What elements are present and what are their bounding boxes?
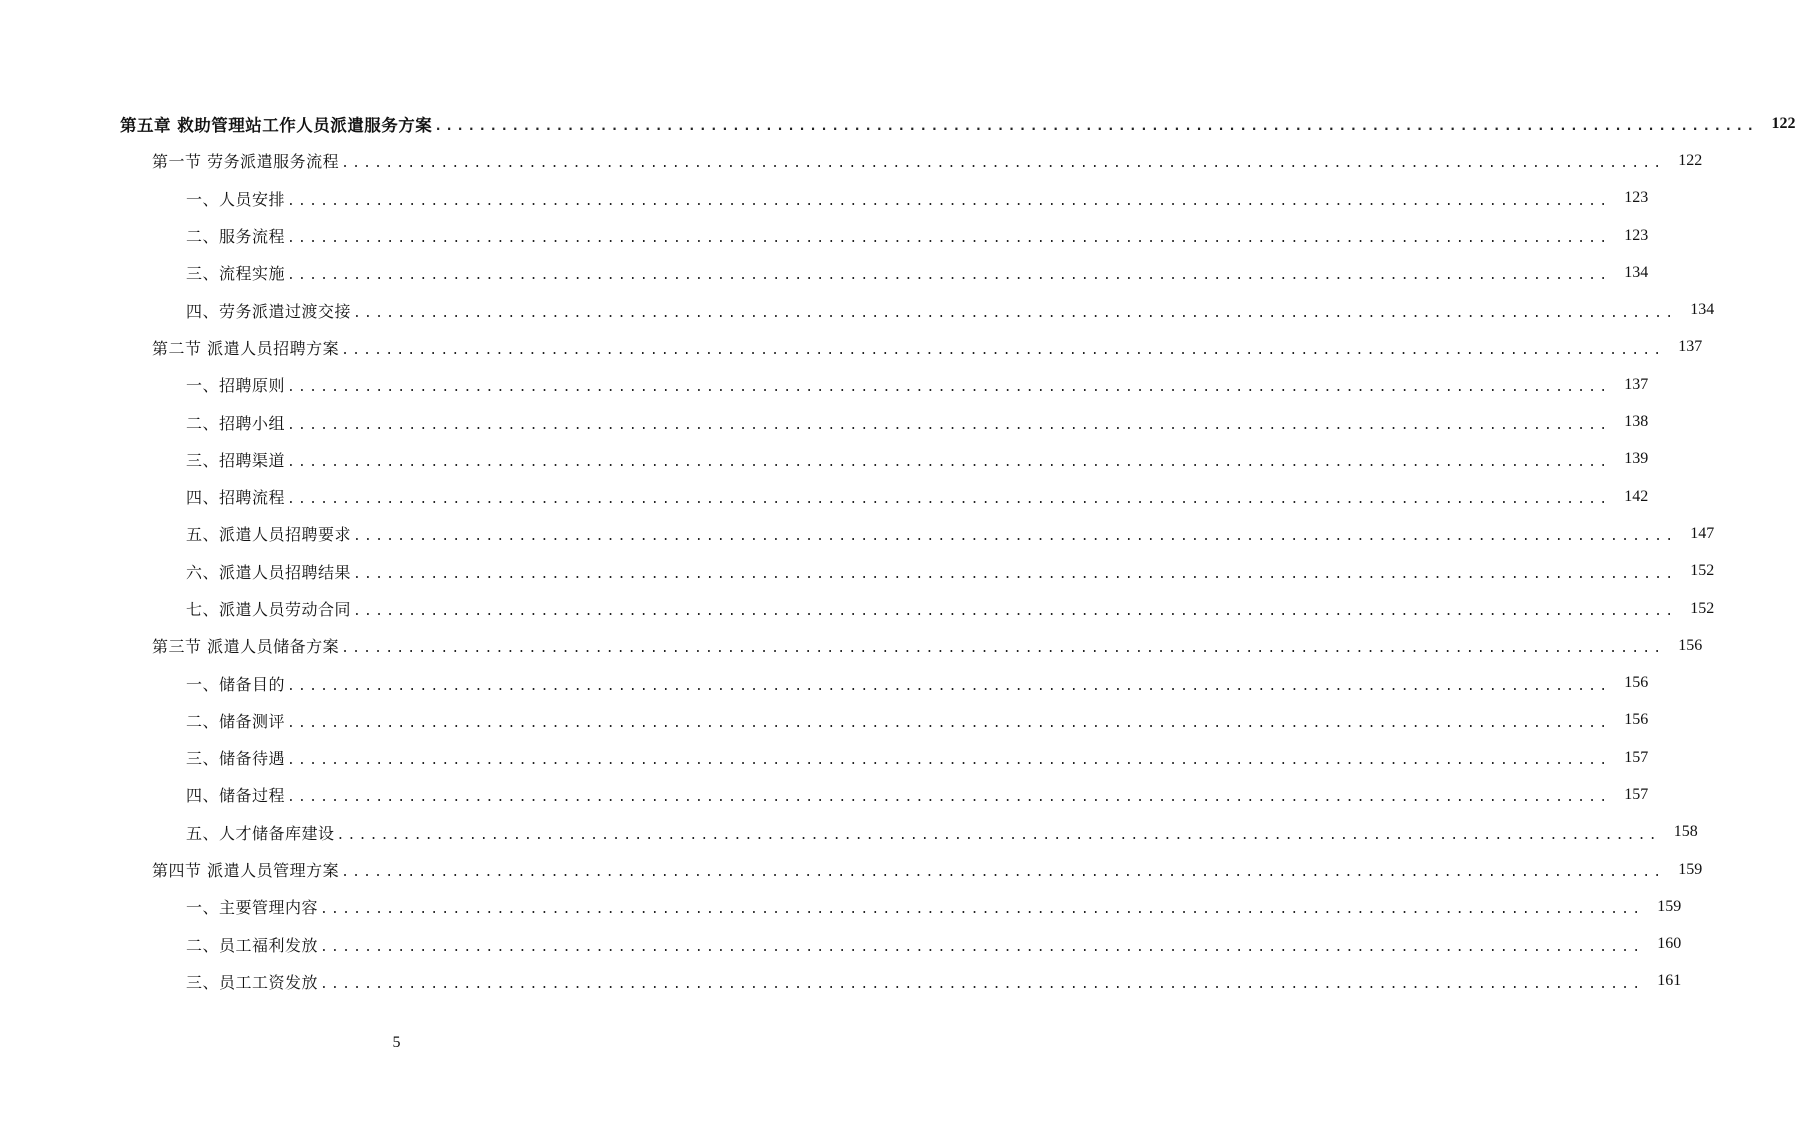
toc-entry-page-number: 161 (1657, 972, 1682, 990)
toc-subsection-entry[interactable] (0, 254, 1649, 291)
toc-entry-page-number: 122 (1771, 114, 1795, 132)
toc-entry-title: 二、员工福利发放 (186, 935, 319, 955)
toc-chapter-entry[interactable] (0, 105, 1795, 142)
toc-subsection-entry[interactable] (0, 664, 1649, 701)
toc-entry-title: 一、主要管理内容 (186, 898, 319, 918)
toc-entry-title: 四、招聘流程 (186, 488, 286, 508)
toc-entry-title: 六、派遣人员招聘结果 (186, 562, 352, 582)
toc-entry-title: 七、派遣人员劳动合同 (186, 600, 352, 619)
toc-subsection-entry[interactable] (0, 441, 1649, 478)
toc-section-entry[interactable] (0, 627, 1703, 664)
toc-dot-leader: ........................................................................................................................ (341, 342, 1665, 358)
toc-dot-leader: ........................................................................................................................ (287, 454, 1611, 470)
toc-subsection-entry[interactable] (0, 926, 1682, 963)
toc-entry-title: 三、招聘渠道 (186, 450, 286, 470)
toc-entry-page-number: 157 (1624, 748, 1649, 766)
toc-entry-title: 二、储备测评 (186, 711, 286, 731)
toc-entry-title: 第五章 救助管理站工作人员派遣服务方案 (120, 115, 433, 135)
toc-entry-page-number: 123 (1624, 189, 1649, 207)
toc-section-entry[interactable] (0, 329, 1703, 366)
toc-subsection-entry[interactable] (0, 553, 1715, 590)
toc-dot-leader: ........................................................................................................................ (336, 827, 1660, 843)
toc-entry-page-number: 142 (1624, 487, 1649, 505)
toc-section-entry[interactable] (0, 142, 1703, 179)
toc-entry-title: 第四节 派遣人员管理方案 (152, 861, 340, 881)
toc-dot-leader: ........................................................................................................................ (287, 380, 1611, 396)
toc-dot-leader: ........................................................................................................................ (353, 305, 1677, 321)
toc-subsection-entry[interactable] (0, 739, 1649, 776)
toc-dot-leader: ........................................................................................................................ (353, 566, 1677, 582)
toc-entry-page-number: 157 (1624, 785, 1649, 803)
toc-subsection-entry[interactable] (0, 888, 1682, 925)
toc-dot-leader: ........................................................................................................................ (287, 268, 1611, 284)
toc-subsection-entry[interactable] (0, 814, 1698, 851)
toc-section-entry[interactable] (0, 851, 1703, 888)
toc-dot-leader: ........................................................................................................................ (320, 939, 1644, 955)
toc-entry-page-number: 138 (1624, 413, 1649, 431)
toc-subsection-entry[interactable] (0, 366, 1649, 403)
toc-entry-title: 第一节 劳务派遣服务流程 (152, 152, 340, 172)
toc-dot-leader: ........................................................................................................................ (341, 865, 1665, 881)
toc-subsection-entry[interactable] (0, 963, 1682, 1000)
toc-dot-leader: ........................................................................................................................ (287, 678, 1611, 694)
toc-entry-title: 第二节 派遣人员招聘方案 (152, 338, 340, 358)
toc-subsection-entry[interactable] (0, 478, 1649, 515)
toc-entry-page-number: 139 (1624, 450, 1649, 468)
toc-dot-leader: ........................................................................................................................ (287, 492, 1611, 508)
toc-dot-leader: ........................................................................................................................ (287, 753, 1611, 769)
toc-dot-leader: ........................................................................................................................ (353, 604, 1677, 619)
toc-dot-leader: ........................................................................................................................ (320, 976, 1644, 992)
toc-entry-page-number: 123 (1624, 226, 1649, 244)
toc-entry-title: 四、储备过程 (186, 786, 286, 806)
toc-dot-leader: ........................................................................................................................ (287, 231, 1611, 247)
toc-subsection-entry[interactable] (0, 291, 1715, 328)
toc-entry-title: 第三节 派遣人员储备方案 (152, 637, 340, 657)
toc-subsection-entry[interactable] (0, 590, 1715, 627)
toc-entry-title: 一、储备目的 (186, 674, 286, 694)
toc-entry-title: 一、招聘原则 (186, 376, 286, 396)
toc-entry-page-number: 137 (1678, 338, 1703, 356)
toc-entry-title: 四、劳务派遣过渡交接 (186, 301, 352, 321)
toc-entry-page-number: 156 (1624, 711, 1649, 729)
toc-dot-leader: ........................................................................................................................ (353, 529, 1677, 545)
toc-subsection-entry[interactable] (0, 702, 1649, 739)
toc-entry-page-number: 152 (1690, 599, 1715, 617)
toc-entry-title: 二、招聘小组 (186, 413, 286, 433)
toc-entry-page-number: 156 (1624, 674, 1649, 692)
toc-dot-leader: ........................................................................................................................ (341, 156, 1665, 172)
toc-dot-leader: ........................................................................................................................ (320, 902, 1644, 918)
toc-entry-page-number: 156 (1678, 636, 1703, 654)
toc-entry-page-number: 147 (1690, 524, 1715, 542)
toc-entry-title: 五、人才储备库建设 (186, 823, 335, 843)
toc-subsection-entry[interactable] (0, 776, 1649, 813)
toc-entry-page-number: 159 (1657, 897, 1682, 915)
toc-subsection-entry[interactable] (0, 403, 1649, 440)
toc-entry-title: 三、员工工资发放 (186, 972, 319, 992)
toc-entry-page-number: 158 (1673, 823, 1698, 841)
toc-dot-leader: ........................................................................................................................ (341, 641, 1665, 657)
toc-entry-page-number: 152 (1690, 562, 1715, 580)
toc-entry-page-number: 122 (1678, 151, 1703, 169)
toc-subsection-entry[interactable] (0, 217, 1649, 254)
toc-entry-page-number: 134 (1690, 301, 1715, 319)
toc-entry-page-number: 159 (1678, 860, 1703, 878)
toc-entry-title: 三、流程实施 (186, 264, 286, 284)
toc-dot-leader: ........................................................................................................................ (287, 715, 1611, 731)
toc-entry-page-number: 134 (1624, 263, 1649, 281)
toc-entry-title: 五、派遣人员招聘要求 (186, 525, 352, 545)
toc-dot-leader: ........................................................................................................................ (287, 790, 1611, 806)
toc-entry-title: 三、储备待遇 (186, 749, 286, 769)
toc-entry-title: 一、人员安排 (186, 189, 286, 209)
toc-entry-page-number: 160 (1657, 935, 1682, 953)
toc-dot-leader: ........................................................................................................................ (434, 119, 1758, 135)
page-number: 5 (392, 1034, 401, 1051)
toc-dot-leader: ........................................................................................................................ (287, 417, 1611, 433)
toc-subsection-entry[interactable] (0, 180, 1649, 217)
toc-subsection-entry[interactable] (0, 515, 1715, 552)
toc-entry-title: 二、服务流程 (186, 227, 286, 247)
toc-entry-page-number: 137 (1624, 375, 1649, 393)
toc-dot-leader: ........................................................................................................................ (287, 193, 1611, 209)
table-of-contents (0, 105, 1795, 1000)
